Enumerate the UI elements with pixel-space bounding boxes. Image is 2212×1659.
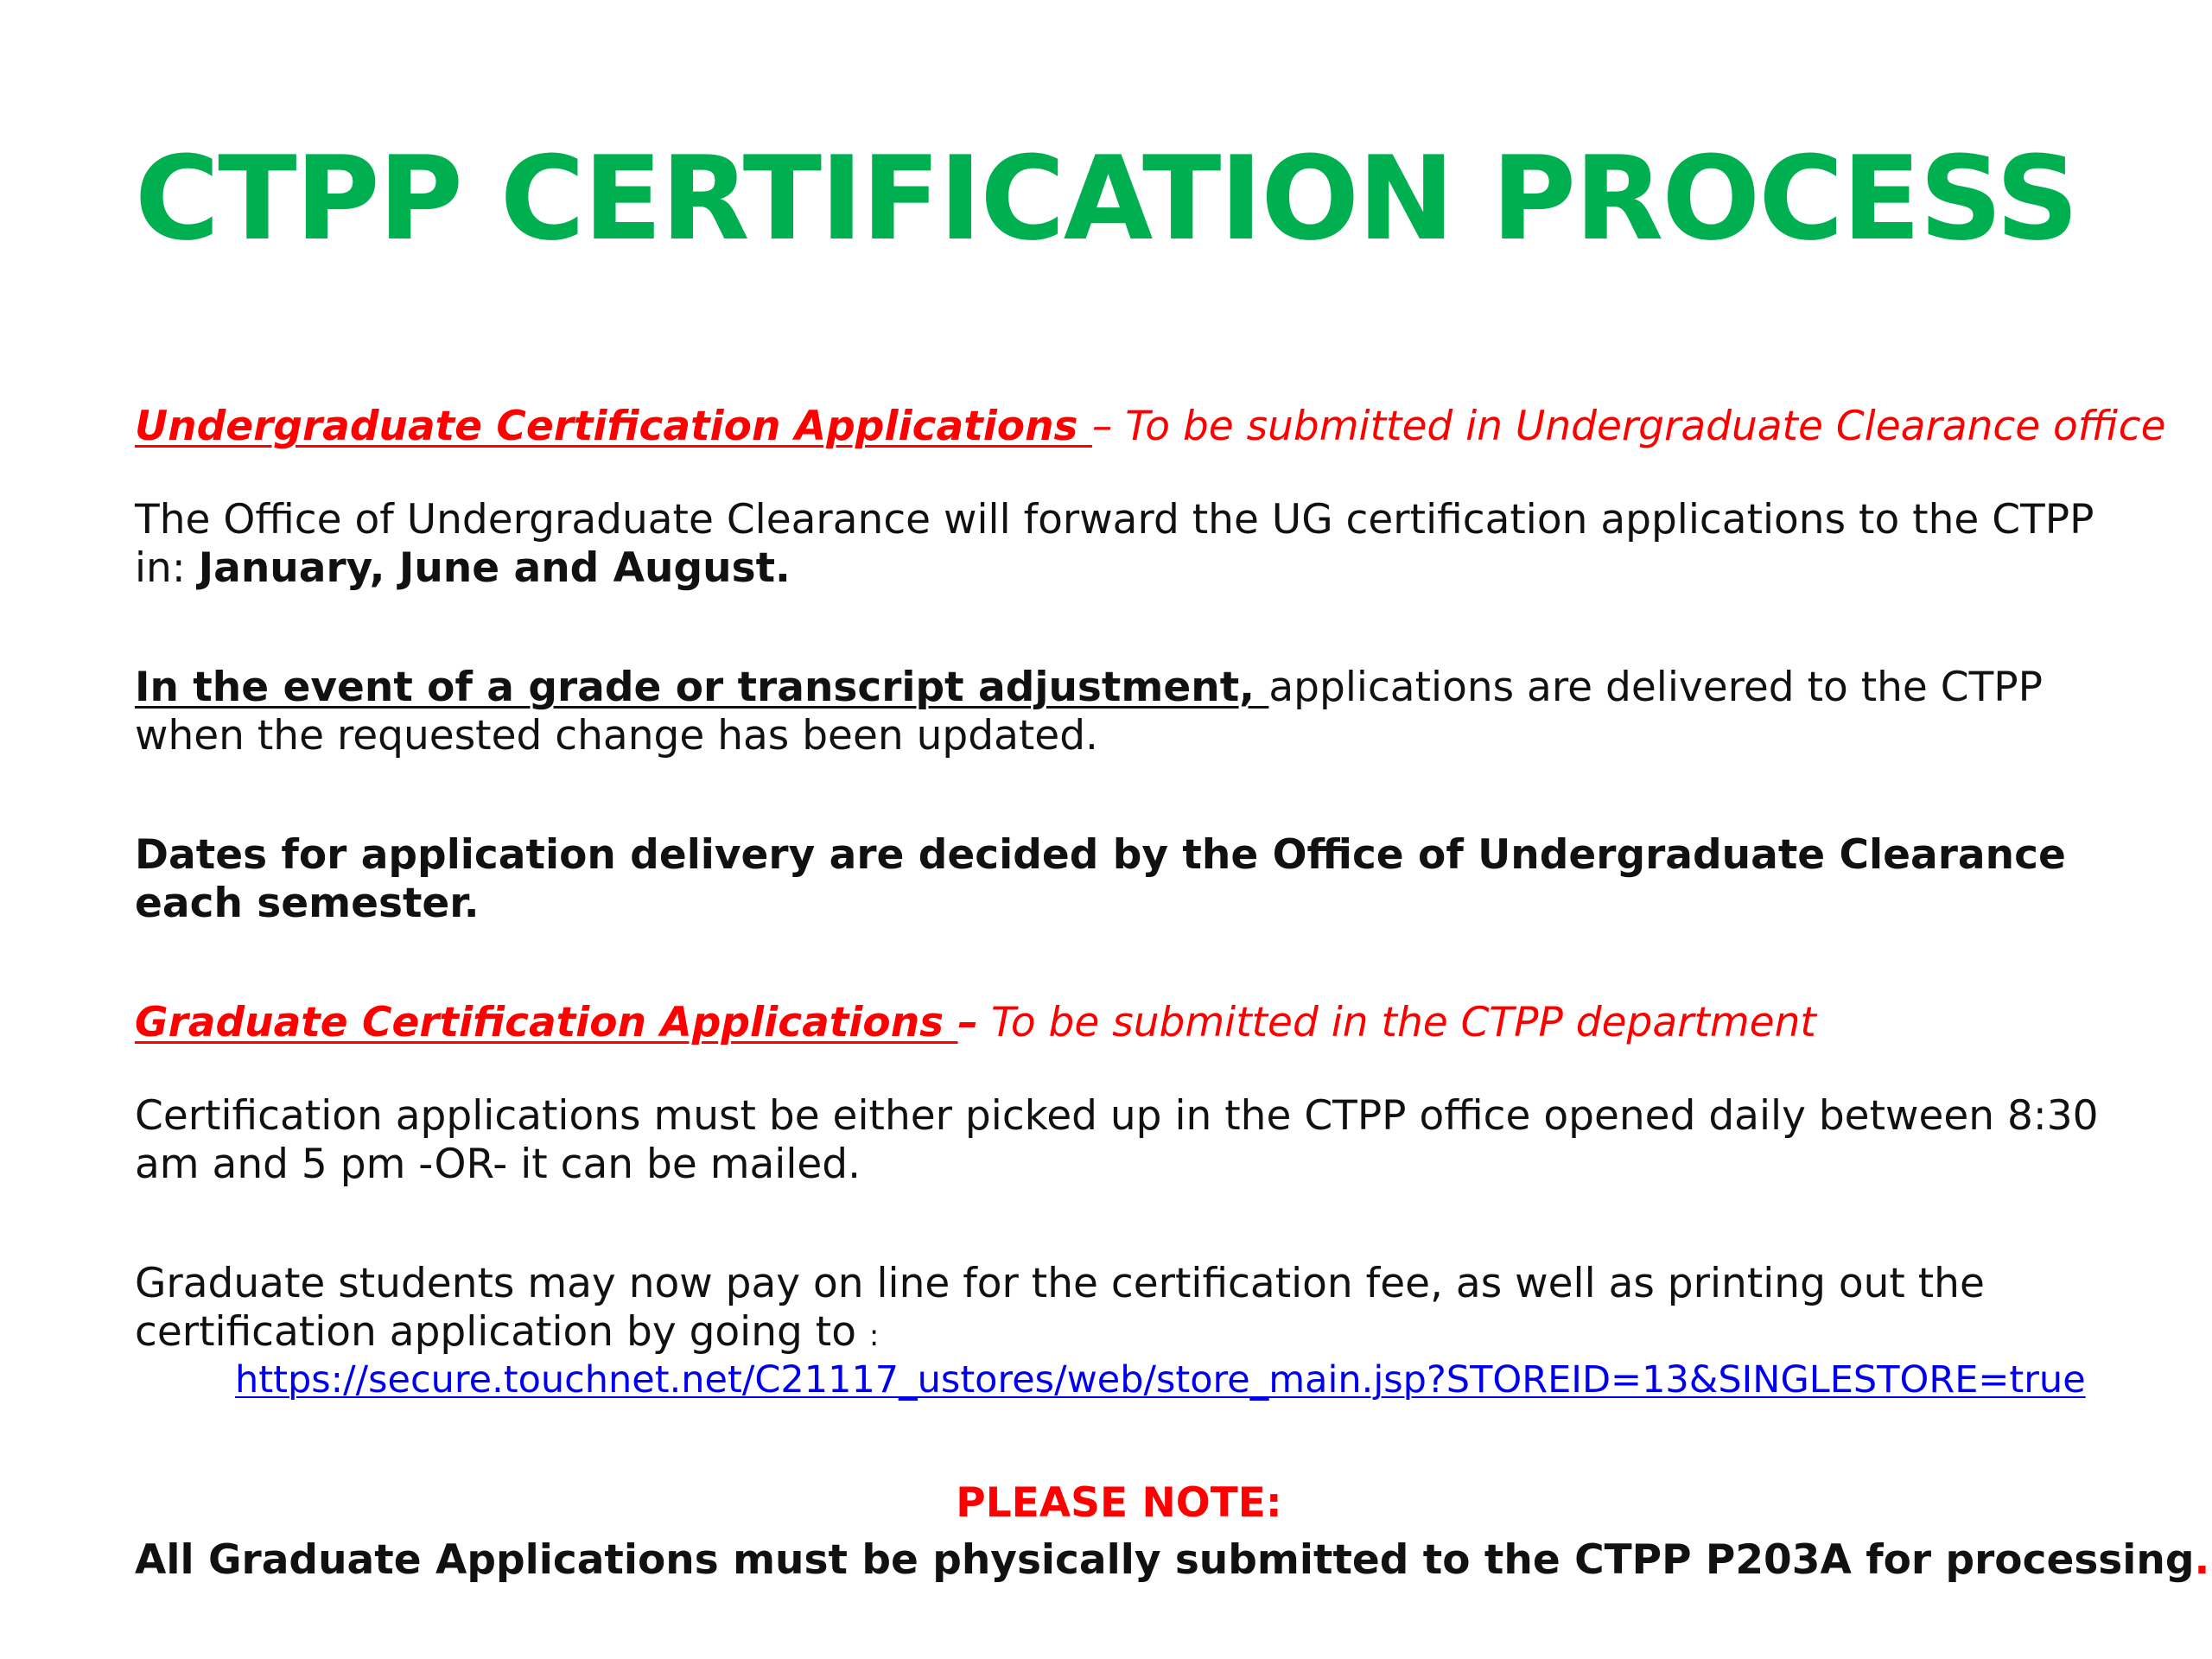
grad-heading: Graduate Certification Applications [135,999,958,1046]
please-note-label: PLEASE NOTE: [956,1479,1282,1527]
final-note-text: All Graduate Applications must be physically submitted to the CTPP P203A for processing [135,1536,2195,1584]
grad-paragraph-1: Certification applications must be either picked up in the CTPP office opened daily between 8:30 am and 5 pm -OR- it can be mailed. [135,1092,2099,1188]
undergrad-paragraph-3: Dates for application delivery are decided by the Office of Undergraduate Clearance each semester. [135,831,2066,927]
undergrad-para1-text: The Office of Undergraduate Clearance will forward the UG certification applications to the CTPP in: [135,496,2094,592]
undergrad-heading-suffix: – To be submitted in Undergraduate Clearance office [1091,403,2166,450]
undergrad-paragraph-1 [135,496,2113,593]
undergrad-para2-text: applications are delivered to the CTPP when the requested change has been updated. [135,664,2043,760]
final-note [135,1536,2209,1585]
grad-heading-suffix: To be submitted in the CTPP department [978,999,1816,1046]
undergrad-para1-months: January, June and August. [198,544,791,592]
touchnet-store-link[interactable]: https://secure.touchnet.net/C21117_ustores/web/store_main.jsp?STOREID=13&SINGLESTORE=true [235,1358,2086,1402]
final-note-period: . [2194,1536,2210,1584]
undergrad-heading-line [135,403,2166,451]
undergrad-heading: Undergraduate Certification Applications [135,403,1092,450]
page-title: CTPP CERTIFICATION PROCESS [134,131,2078,266]
grad-heading-dash: – [957,999,979,1046]
grad-paragraph-2 [135,1260,2113,1360]
undergrad-para2-lead: In the event of a grade or transcript adjustment, [135,664,1269,711]
link-row [0,1358,2212,1402]
undergrad-paragraph-2 [135,664,2113,760]
grad-para2-text: Graduate students may now pay on line for the certification fee, as well as printing out the certification application by going to [135,1260,1985,1356]
grad-heading-line [135,999,2113,1047]
grad-para2-colon: : [868,1319,880,1353]
